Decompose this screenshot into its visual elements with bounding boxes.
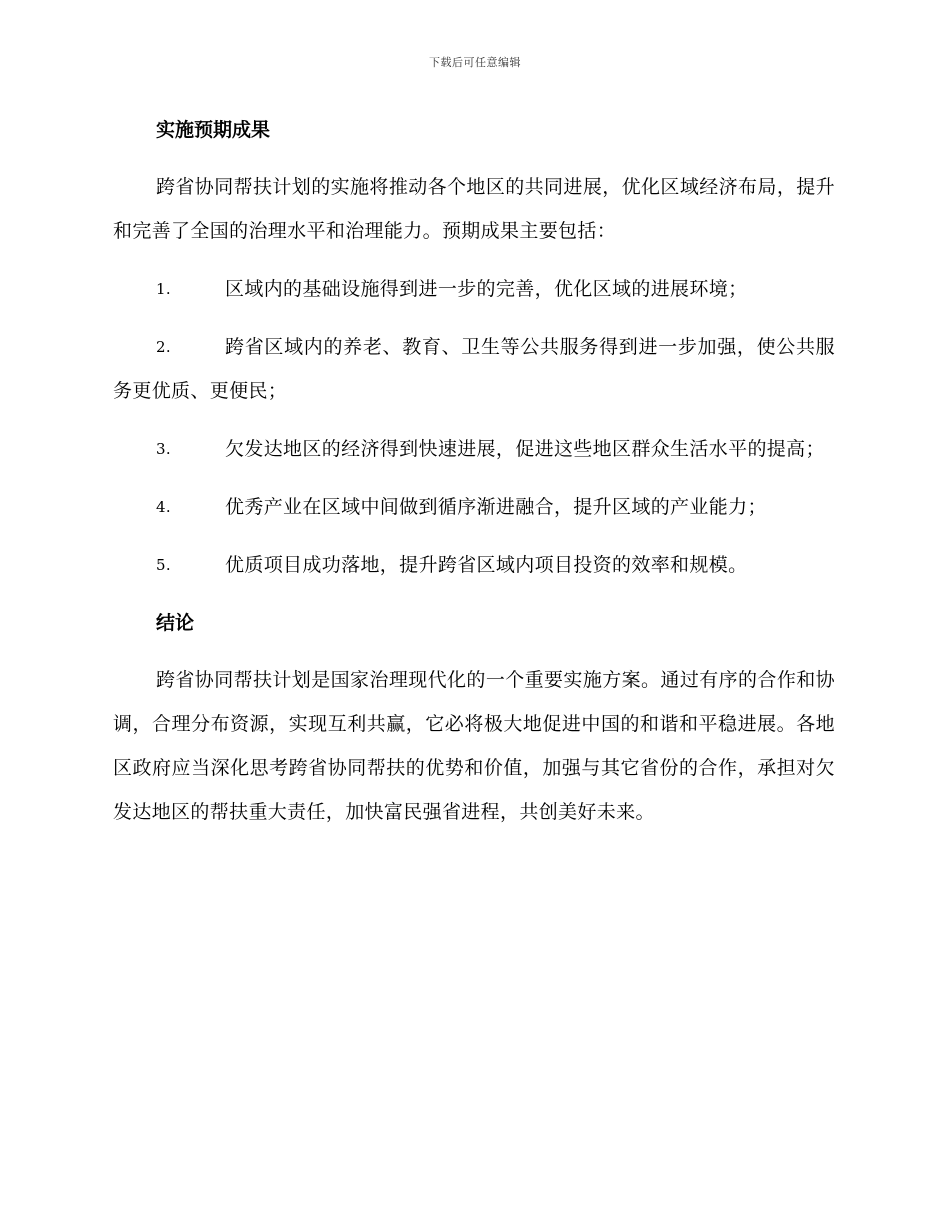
- list-item-number: 3.: [156, 440, 172, 458]
- list-item-number: 1.: [156, 280, 172, 298]
- document-body: [113, 108, 835, 834]
- conclusion-paragraph: 跨省协同帮扶计划是国家治理现代化的一个重要实施方案。通过有序的合作和协调，合理分布资源，实现互利共赢，它必将极大地促进中国的和谐和平稳进展。各地区政府应当深化思考跨省协同帮扶的优势和价值，加强与其它省份的合作，承担对欠发达地区的帮扶重大责任，加快富民强省进程，共创美好未来。: [113, 669, 835, 823]
- list-item-text: 欠发达地区的经济得到快速进展，促进这些地区群众生活水平的提高；: [225, 438, 825, 460]
- list-item: [113, 543, 835, 587]
- list-item-text: 跨省区域内的养老、教育、卫生等公共服务得到进一步加强，使公共服务更优质、更便民；: [113, 336, 835, 402]
- list-item: [113, 267, 835, 311]
- list-item: [113, 427, 835, 471]
- intro-paragraph: 跨省协同帮扶计划的实施将推动各个地区的共同进展，优化区域经济布局，提升和完善了全国的治理水平和治理能力。预期成果主要包括：: [113, 176, 835, 242]
- list-item-text: 优质项目成功落地，提升跨省区域内项目投资的效率和规模。: [225, 554, 748, 576]
- list-item: [113, 485, 835, 529]
- list-item-text: 区域内的基础设施得到进一步的完善，优化区域的进展环境；: [225, 278, 748, 300]
- list-item-number: 2.: [156, 338, 172, 356]
- list-item-number: 4.: [156, 498, 172, 516]
- list-item-text: 优秀产业在区域中间做到循序渐进融合，提升区域的产业能力；: [225, 496, 767, 518]
- list-item: [113, 325, 835, 413]
- section-title-conclusion: 结论: [156, 612, 195, 634]
- list-item-number: 5.: [156, 556, 172, 574]
- page-header: 下载后可任意编辑: [429, 56, 521, 69]
- section-title-expected-results: 实施预期成果: [156, 119, 271, 141]
